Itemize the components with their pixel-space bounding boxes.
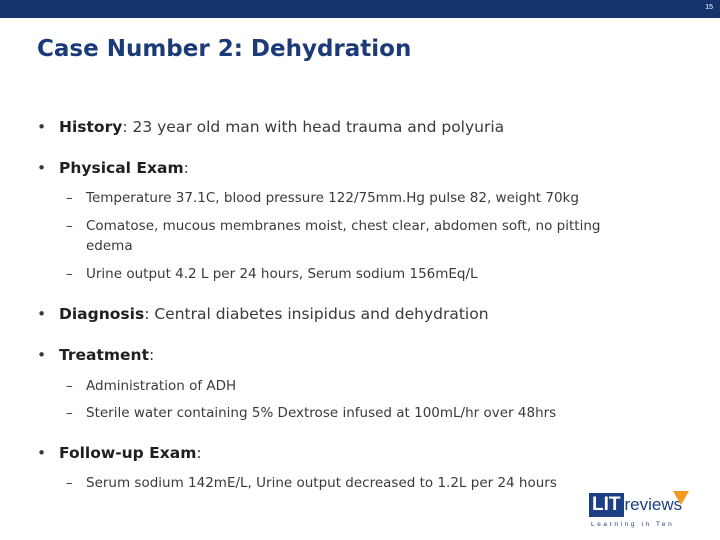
sub-item-text: Sterile water containing 5% Dextrose infused at 100mL/hr over 48hrs: [86, 405, 557, 421]
bullet-text: : 23 year old man with head trauma and polyuria: [122, 118, 505, 136]
bullet-follow-up: [37, 444, 677, 462]
litreviews-logo: [589, 491, 689, 531]
bullet-text: :: [149, 346, 155, 364]
logo-reviews: reviews: [624, 495, 683, 514]
sub-item-text: Comatose, mucous membranes moist, chest clear, abdomen soft, no pitting edema: [86, 218, 601, 254]
header-bar: [0, 0, 720, 18]
sub-item-text: Serum sodium 142mE/L, Urine output decreased to 1.2L per 24 hours: [86, 475, 557, 491]
bullet-text: :: [196, 444, 202, 462]
dash: –: [66, 190, 73, 206]
dash: –: [66, 218, 73, 234]
dash: –: [66, 475, 73, 491]
logo-lit: LIT: [589, 493, 624, 517]
sub-item-adh: [66, 376, 666, 396]
sub-item-text: Temperature 37.1C, blood pressure 122/75mm.Hg pulse 82, weight 70kg: [86, 190, 579, 206]
sub-item-text: Administration of ADH: [86, 378, 237, 394]
logo-tagline: Learning in Ten: [591, 521, 675, 528]
logo-wordmark: [589, 491, 682, 517]
bullet-label: Physical Exam: [59, 159, 184, 177]
logo-triangle-icon: [673, 491, 689, 505]
bullet-label: Follow-up Exam: [59, 444, 197, 462]
slide-title: Case Number 2: Dehydration: [37, 36, 412, 62]
sub-item-sterile-water: [66, 403, 666, 423]
bullet-diagnosis: [37, 305, 677, 323]
sub-item-urine-output: [66, 264, 666, 284]
bullet-treatment: [37, 346, 677, 364]
bullet-text: : Central diabetes insipidus and dehydration: [144, 305, 489, 323]
bullet-dot: •: [37, 118, 47, 136]
bullet-dot: •: [37, 159, 47, 177]
bullet-physical-exam: [37, 159, 677, 177]
page-number: 15: [705, 4, 713, 11]
bullet-dot: •: [37, 444, 47, 462]
sub-item-vitals: [66, 188, 666, 208]
bullet-text: :: [183, 159, 189, 177]
bullet-label: Treatment: [59, 346, 150, 364]
bullet-label: Diagnosis: [59, 305, 145, 323]
dash: –: [66, 405, 73, 421]
sub-item-exam-findings: [66, 216, 646, 256]
sub-item-serum-sodium: [66, 473, 666, 493]
bullet-dot: •: [37, 346, 47, 364]
bullet-dot: •: [37, 305, 47, 323]
dash: –: [66, 266, 73, 282]
dash: –: [66, 378, 73, 394]
bullet-history: [37, 118, 677, 136]
sub-item-text: Urine output 4.2 L per 24 hours, Serum sodium 156mEq/L: [86, 266, 478, 282]
bullet-label: History: [59, 118, 123, 136]
